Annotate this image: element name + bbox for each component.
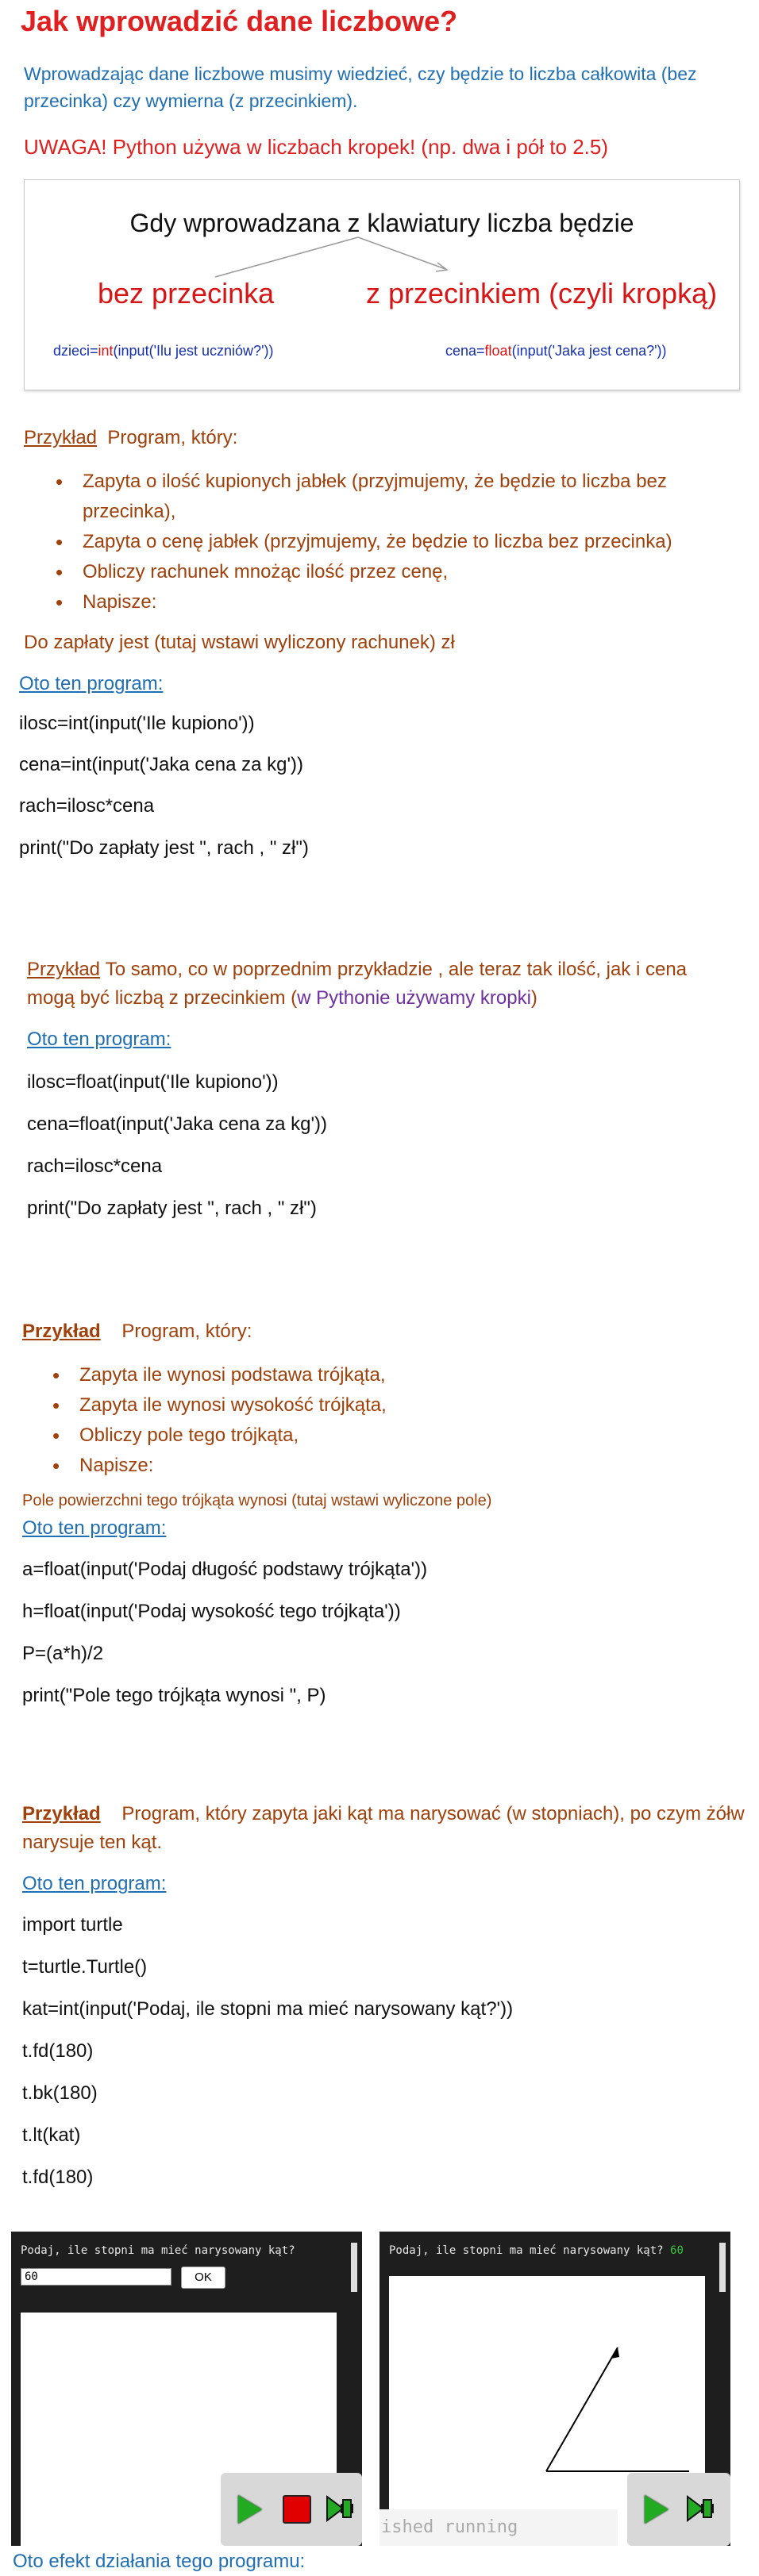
example4-program-link: Oto ten program: — [22, 1873, 167, 1894]
turtle-arrow-icon — [611, 2347, 619, 2359]
code-line: P=(a*h)/2 — [22, 1643, 104, 1664]
ok-button[interactable]: OK — [181, 2266, 225, 2289]
example3-header: Przykład Program, który: — [22, 1321, 252, 1342]
example2-header: Przykład To samo, co w poprzednim przykładzie , ale teraz tak ilość, jak i cena mogą być liczbą z przecinkiem (w Pythonie używamy kropki) — [27, 959, 688, 1009]
example1-bullets — [83, 467, 718, 617]
code-line: cena=float(input('Jaka cena za kg')) — [27, 1113, 328, 1135]
code-line: t.fd(180) — [22, 2167, 94, 2188]
intro-text: Wprowadzając dane liczbowe musimy wiedzieć, czy będzie to liczba całkowita (bez przecinka) czy wymierna (z przecinkiem). — [24, 63, 697, 111]
code-line: a=float(input('Podaj długość podstawy trójkąta')) — [22, 1559, 428, 1580]
play-icon[interactable] — [238, 2495, 262, 2524]
diagram-heading: Gdy wprowadzana z klawiatury liczba będzie — [129, 209, 634, 237]
turtle-screen-input — [11, 2232, 362, 2546]
code-line: t=turtle.Turtle() — [22, 1956, 148, 1978]
code-line: import turtle — [22, 1914, 123, 1936]
code-line: print("Do zapłaty jest ", rach , " zł") — [19, 837, 309, 859]
page-title: Jak wprowadzić dane liczbowe? — [21, 5, 458, 37]
example3-result: Pole powierzchni tego trójkąta wynosi (tutaj wstawi wyliczone pole) — [22, 1492, 492, 1509]
code-line: print("Do zapłaty jest ", rach , " zł") — [27, 1198, 317, 1219]
status-bar — [380, 2509, 618, 2546]
example1-header: Przykład Program, który: — [24, 427, 238, 448]
example4-header: Przykład Program, który zapyta jaki kąt ma narysować (w stopniach), po czym żółw narysuje ten kąt. — [22, 1803, 745, 1853]
stop-icon[interactable] — [283, 2495, 311, 2524]
code-line: print("Pole tego trójkąta wynosi ", P) — [22, 1685, 326, 1706]
example3-label: Przykład — [22, 1321, 101, 1342]
list-item: • Napisze: — [79, 1451, 715, 1481]
prompt-text: Podaj, ile stopni ma mieć narysowany kąt? 60 — [389, 2244, 684, 2257]
list-item: • Zapyta ile wynosi wysokość trójkąta, — [79, 1390, 715, 1421]
example2-label: Przykład — [27, 959, 101, 980]
step-icon[interactable] — [684, 2493, 715, 2524]
list-item: • Zapyta ile wynosi podstawa trójkąta, — [79, 1360, 715, 1390]
caption: Oto efekt działania tego programu: — [13, 2551, 306, 2572]
list-item: • Obliczy pole tego trójkąta, — [79, 1421, 715, 1451]
step-icon[interactable] — [324, 2493, 354, 2524]
diagram-left-code: dzieci=int(input('Ilu jest uczniów?')) — [53, 343, 274, 359]
diagram-right-label: z przecinkiem (czyli kropką) — [366, 277, 718, 310]
list-item: • Obliczy rachunek mnożąc ilość przez cenę, — [83, 557, 718, 587]
scrollbar[interactable] — [719, 2243, 726, 2292]
number-type-diagram — [24, 179, 740, 390]
code-line: rach=ilosc*cena — [19, 795, 155, 817]
warning-text: UWAGA! Python używa w liczbach kropek! (np. dwa i pół to 2.5) — [24, 135, 609, 159]
controls-bar — [627, 2473, 730, 2546]
prompt-text: Podaj, ile stopni ma mieć narysowany kąt? — [21, 2244, 295, 2257]
example2-program-link: Oto ten program: — [27, 1028, 171, 1050]
diagram-right-code: cena=float(input('Jaka jest cena?')) — [445, 343, 667, 359]
example1-label: Przykład — [24, 427, 98, 448]
code-line: ilosc=float(input('Ile kupiono')) — [27, 1071, 279, 1093]
code-line: rach=ilosc*cena — [27, 1155, 163, 1177]
angle-input[interactable] — [21, 2268, 171, 2286]
code-line: t.fd(180) — [22, 2040, 94, 2062]
example3-bullets — [79, 1360, 715, 1481]
example1-result: Do zapłaty jest (tutaj wstawi wyliczony rachunek) zł — [24, 632, 455, 653]
code-line: cena=int(input('Jaka cena za kg')) — [19, 754, 304, 775]
scrollbar[interactable] — [351, 2243, 357, 2292]
diagram-left-label: bez przecinka — [98, 277, 275, 310]
status-text: ished running — [381, 2517, 518, 2537]
code-line: kat=int(input('Podaj, ile stopni ma mieć narysowany kąt?')) — [22, 1998, 514, 2020]
list-item: • Zapyta o cenę jabłek (przyjmujemy, że będzie to liczba bez przecinka) — [83, 527, 718, 557]
code-line: ilosc=int(input('Ile kupiono')) — [19, 713, 255, 734]
code-line: t.lt(kat) — [22, 2124, 81, 2146]
list-item: • Napisze: — [83, 587, 718, 617]
list-item: • Zapyta o ilość kupionych jabłek (przyjmujemy, że będzie to liczba bez przecinka), — [83, 467, 718, 527]
example4-label: Przykład — [22, 1803, 101, 1824]
example1-program-link: Oto ten program: — [19, 673, 164, 694]
turtle-screen-result — [380, 2232, 730, 2546]
example3-program-link: Oto ten program: — [22, 1517, 167, 1539]
code-line: t.bk(180) — [22, 2082, 98, 2104]
code-line: h=float(input('Podaj wysokość tego trójkąta')) — [22, 1601, 401, 1622]
play-icon[interactable] — [645, 2495, 668, 2524]
controls-bar — [221, 2473, 362, 2546]
